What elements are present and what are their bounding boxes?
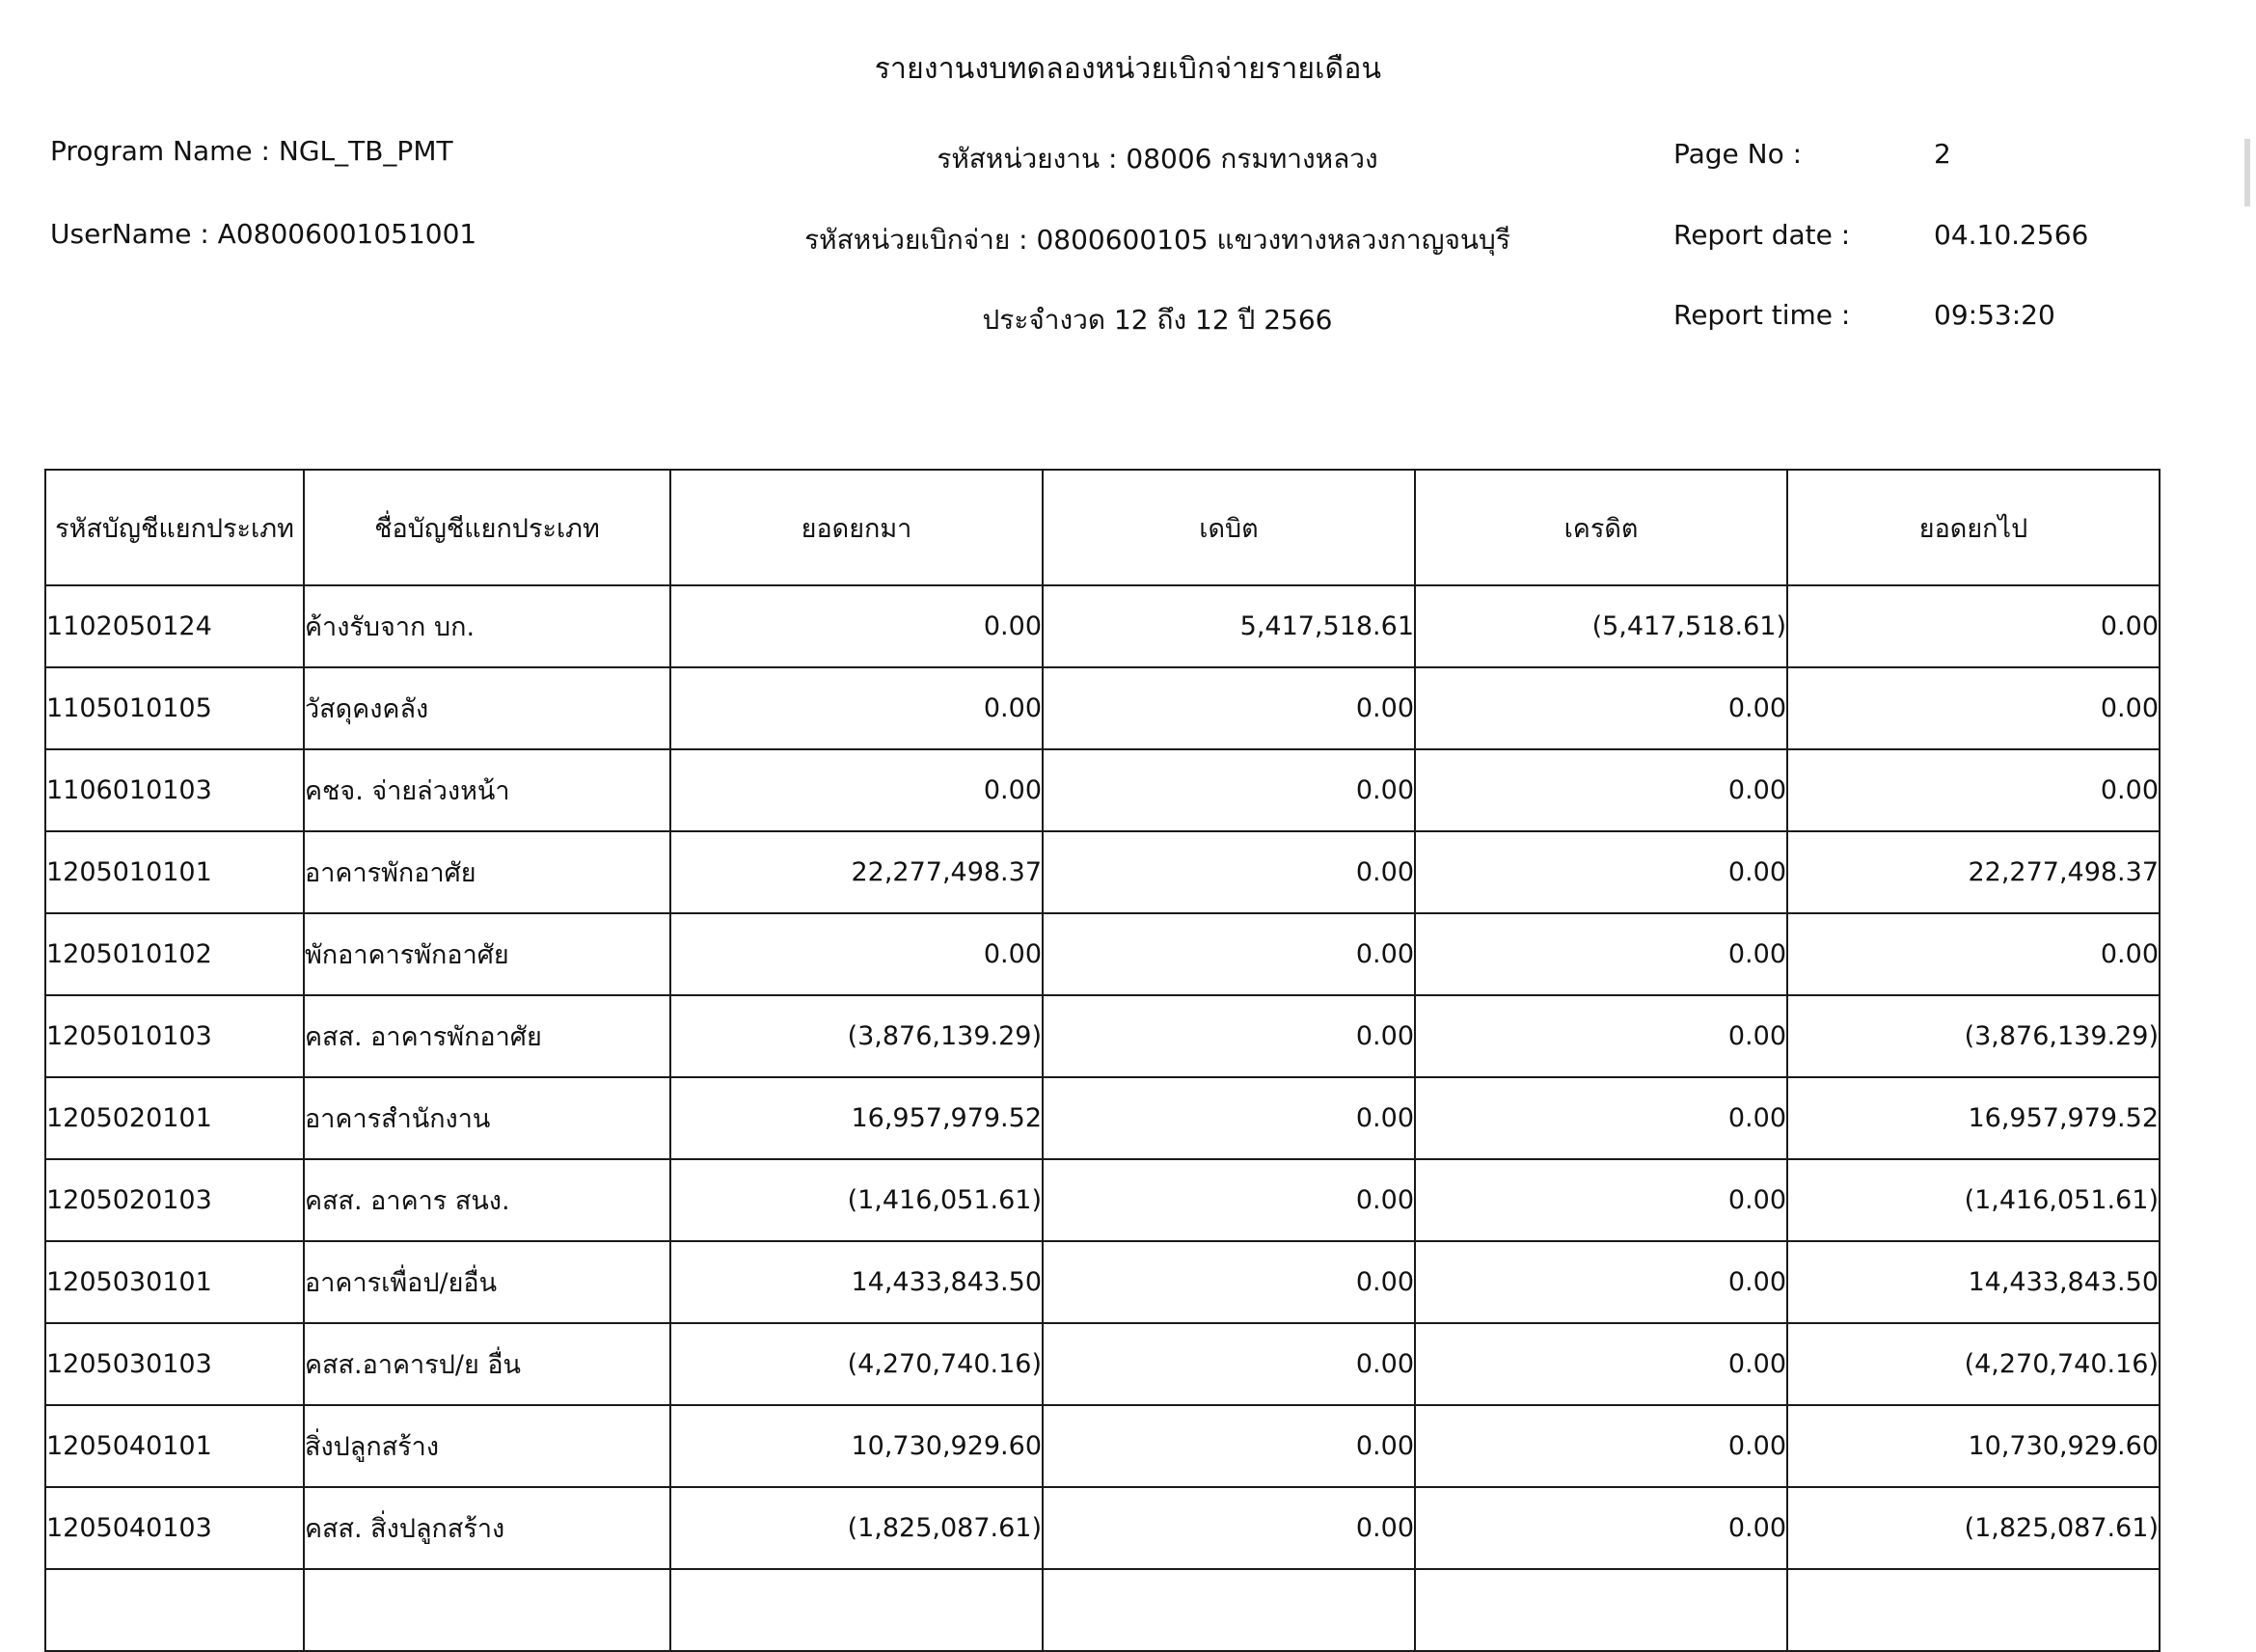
table-row	[45, 667, 2160, 749]
header-account-name: ชื่อบัญชีแยกประเภท	[304, 470, 670, 585]
cell-account-name: อาคารสำนักงาน	[304, 1077, 670, 1159]
cell-closing-balance: 10,730,929.60	[1787, 1405, 2160, 1487]
cell-closing-balance: 0.00	[1787, 913, 2160, 995]
user-name: UserName : A08006001051001	[50, 218, 477, 250]
agency-line: รหัสหน่วยงาน : 08006 กรมทางหลวง	[937, 143, 1378, 175]
cell-account-code: 1205010101	[45, 831, 304, 913]
table-row	[45, 913, 2160, 995]
period-line: ประจำงวด 12 ถึง 12 ปี 2566	[982, 304, 1333, 336]
cell-credit: 0.00	[1415, 667, 1787, 749]
cell-opening-balance: 0.00	[670, 913, 1043, 995]
cell-account-code: 1106010103	[45, 749, 304, 831]
cell-debit: 0.00	[1043, 1241, 1415, 1323]
cell-opening-balance: 10,730,929.60	[670, 1405, 1043, 1487]
cell-account-name: วัสดุคงคลัง	[304, 667, 670, 749]
cell-opening-balance: 16,957,979.52	[670, 1077, 1043, 1159]
payer-unit-line: รหัสหน่วยเบิกจ่าย : 0800600105 แขวงทางหลวงกาญจนบุรี	[804, 224, 1510, 256]
report-time-label: Report time :	[1673, 299, 1851, 331]
cell-blank	[1415, 1569, 1787, 1651]
cell-account-name: อาคารเพื่อป/ยอื่น	[304, 1241, 670, 1323]
cell-credit: 0.00	[1415, 1323, 1787, 1405]
cell-credit: 0.00	[1415, 749, 1787, 831]
cell-blank	[1043, 1569, 1415, 1651]
table-row	[45, 995, 2160, 1077]
trial-balance-table	[44, 469, 2161, 1652]
cell-credit: 0.00	[1415, 1405, 1787, 1487]
report-time-value: 09:53:20	[1934, 299, 2055, 331]
cell-opening-balance: 0.00	[670, 585, 1043, 667]
cell-debit: 0.00	[1043, 1323, 1415, 1405]
header-account-code: รหัสบัญชีแยกประเภท	[45, 470, 304, 585]
cell-account-name: คสส. อาคารพักอาศัย	[304, 995, 670, 1077]
cell-opening-balance: (4,270,740.16)	[670, 1323, 1043, 1405]
cell-account-name: สิ่งปลูกสร้าง	[304, 1405, 670, 1487]
cell-debit: 0.00	[1043, 667, 1415, 749]
cell-account-name: อาคารพักอาศัย	[304, 831, 670, 913]
cell-account-code: 1205010103	[45, 995, 304, 1077]
cell-credit: 0.00	[1415, 913, 1787, 995]
cell-closing-balance: (1,825,087.61)	[1787, 1487, 2160, 1569]
cell-closing-balance: 14,433,843.50	[1787, 1241, 2160, 1323]
cell-opening-balance: (1,825,087.61)	[670, 1487, 1043, 1569]
cell-credit: 0.00	[1415, 831, 1787, 913]
cell-debit: 0.00	[1043, 1077, 1415, 1159]
cell-opening-balance: 0.00	[670, 667, 1043, 749]
cell-opening-balance: 22,277,498.37	[670, 831, 1043, 913]
cell-debit: 0.00	[1043, 995, 1415, 1077]
cell-closing-balance: 0.00	[1787, 585, 2160, 667]
report-header	[0, 113, 2256, 336]
cell-closing-balance: (3,876,139.29)	[1787, 995, 2160, 1077]
cell-account-code: 1205020101	[45, 1077, 304, 1159]
cell-closing-balance: 16,957,979.52	[1787, 1077, 2160, 1159]
cell-credit: 0.00	[1415, 1077, 1787, 1159]
cell-account-code: 1205020103	[45, 1159, 304, 1241]
report-page	[0, 46, 2256, 1641]
table-row	[45, 1077, 2160, 1159]
table-row	[45, 1323, 2160, 1405]
header-credit: เครดิต	[1415, 470, 1787, 585]
cell-credit: 0.00	[1415, 1241, 1787, 1323]
cell-credit: (5,417,518.61)	[1415, 585, 1787, 667]
program-name: Program Name : NGL_TB_PMT	[50, 135, 453, 167]
cell-debit: 5,417,518.61	[1043, 585, 1415, 667]
cell-opening-balance: 14,433,843.50	[670, 1241, 1043, 1323]
cell-debit: 0.00	[1043, 1405, 1415, 1487]
header-closing-balance: ยอดยกไป	[1787, 470, 2160, 585]
page-no-label: Page No :	[1673, 138, 1803, 170]
cell-credit: 0.00	[1415, 995, 1787, 1077]
cell-opening-balance: (3,876,139.29)	[670, 995, 1043, 1077]
header-opening-balance: ยอดยกมา	[670, 470, 1043, 585]
report-date-label: Report date :	[1673, 219, 1851, 251]
cell-blank	[670, 1569, 1043, 1651]
cell-opening-balance: (1,416,051.61)	[670, 1159, 1043, 1241]
cell-debit: 0.00	[1043, 913, 1415, 995]
header-debit: เดบิต	[1043, 470, 1415, 585]
cell-account-code: 1105010105	[45, 667, 304, 749]
table-continuation-row	[45, 1569, 2160, 1651]
table-row	[45, 831, 2160, 913]
page-no-value: 2	[1934, 138, 1951, 170]
cell-closing-balance: 22,277,498.37	[1787, 831, 2160, 913]
cell-account-name: คสส. อาคาร สนง.	[304, 1159, 670, 1241]
cell-debit: 0.00	[1043, 1159, 1415, 1241]
table-row	[45, 1159, 2160, 1241]
cell-blank	[304, 1569, 670, 1651]
cell-opening-balance: 0.00	[670, 749, 1043, 831]
cell-debit: 0.00	[1043, 749, 1415, 831]
table-row	[45, 585, 2160, 667]
page-title: รายงานงบทดลองหน่วยเบิกจ่ายรายเดือน	[874, 52, 1382, 86]
cell-account-name: คสส. สิ่งปลูกสร้าง	[304, 1487, 670, 1569]
cell-account-name: คสส.อาคารป/ย อื่น	[304, 1323, 670, 1405]
cell-account-code: 1205010102	[45, 913, 304, 995]
cell-account-name: ค้างรับจาก บก.	[304, 585, 670, 667]
cell-account-name: พักอาคารพักอาศัย	[304, 913, 670, 995]
cell-blank	[45, 1569, 304, 1651]
table-header-row	[45, 470, 2160, 585]
cell-account-code: 1205040103	[45, 1487, 304, 1569]
cell-closing-balance: 0.00	[1787, 667, 2160, 749]
report-date-value: 04.10.2566	[1934, 219, 2089, 251]
cell-debit: 0.00	[1043, 831, 1415, 913]
cell-account-name: คชจ. จ่ายล่วงหน้า	[304, 749, 670, 831]
table-row	[45, 1405, 2160, 1487]
table-row	[45, 1241, 2160, 1323]
cell-credit: 0.00	[1415, 1487, 1787, 1569]
cell-account-code: 1205040101	[45, 1405, 304, 1487]
cell-closing-balance: 0.00	[1787, 749, 2160, 831]
table-row	[45, 749, 2160, 831]
cell-closing-balance: (4,270,740.16)	[1787, 1323, 2160, 1405]
cell-account-code: 1102050124	[45, 585, 304, 667]
cell-blank	[1787, 1569, 2160, 1651]
cell-account-code: 1205030103	[45, 1323, 304, 1405]
table-row	[45, 1487, 2160, 1569]
cell-debit: 0.00	[1043, 1487, 1415, 1569]
cell-credit: 0.00	[1415, 1159, 1787, 1241]
cell-account-code: 1205030101	[45, 1241, 304, 1323]
cell-closing-balance: (1,416,051.61)	[1787, 1159, 2160, 1241]
